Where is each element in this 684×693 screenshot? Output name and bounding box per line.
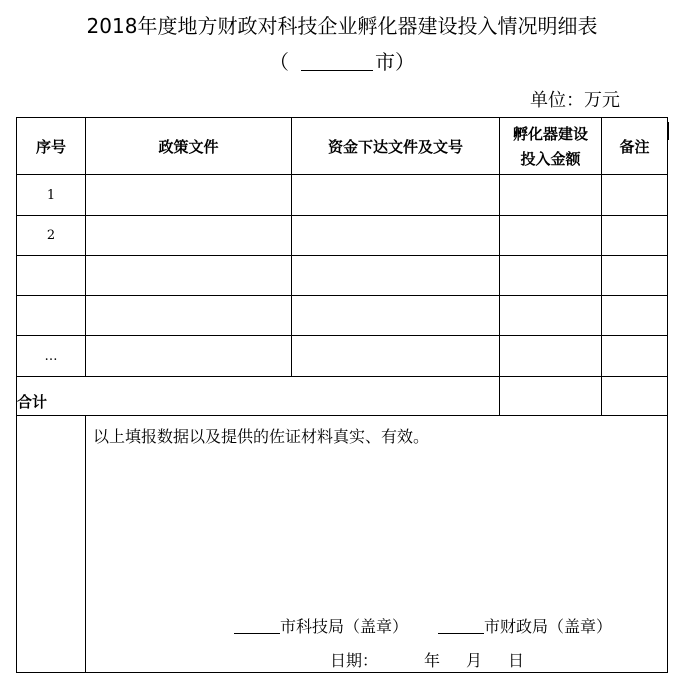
total-amount-cell[interactable] xyxy=(500,377,602,416)
row-index: … xyxy=(17,336,86,377)
table-row xyxy=(17,296,668,336)
declaration-cell xyxy=(86,416,668,673)
header-fund-doc: 资金下达文件及文号 xyxy=(292,118,500,175)
finance-bureau-seal: 市财政局（盖章） xyxy=(484,617,613,636)
table-row xyxy=(17,175,668,216)
unit-label: 单位：万元 xyxy=(530,90,620,111)
declaration-text: 以上填报数据以及提供的佐证材料真实、有效。 xyxy=(93,427,430,446)
amount-cell[interactable] xyxy=(500,216,602,256)
fund-doc-cell[interactable] xyxy=(292,296,500,336)
row-index: 1 xyxy=(17,175,86,216)
header-remark: 备注 xyxy=(602,118,668,175)
policy-cell[interactable] xyxy=(86,296,292,336)
row-index xyxy=(17,296,86,336)
city-suffix: 市 xyxy=(375,50,395,74)
date-label: 日期： xyxy=(330,651,379,670)
amount-cell[interactable] xyxy=(500,296,602,336)
tech-bureau-blank[interactable] xyxy=(234,617,280,634)
row-index: 2 xyxy=(17,216,86,256)
date-month: 月 xyxy=(466,651,483,670)
signature-row xyxy=(234,614,612,637)
amount-cell[interactable] xyxy=(500,336,602,377)
tech-bureau-seal: 市科技局（盖章） xyxy=(280,617,409,636)
header-amount-line1: 孵化器建设 xyxy=(512,125,588,143)
table-row xyxy=(17,216,668,256)
declaration-row xyxy=(17,416,668,673)
header-amount xyxy=(500,118,602,175)
amount-cell[interactable] xyxy=(500,256,602,296)
date-year: 年 xyxy=(424,651,441,670)
open-paren: （ xyxy=(269,50,289,74)
finance-bureau-blank[interactable] xyxy=(438,617,484,634)
table-row xyxy=(17,256,668,296)
policy-cell[interactable] xyxy=(86,175,292,216)
remark-cell[interactable] xyxy=(602,216,668,256)
remark-cell[interactable] xyxy=(602,175,668,216)
header-policy: 政策文件 xyxy=(86,118,292,175)
remark-cell[interactable] xyxy=(602,256,668,296)
remark-cell[interactable] xyxy=(602,296,668,336)
total-remark-cell[interactable] xyxy=(602,377,668,416)
policy-cell[interactable] xyxy=(86,216,292,256)
close-paren: ） xyxy=(395,50,415,74)
table-row xyxy=(17,336,668,377)
amount-cell[interactable] xyxy=(500,175,602,216)
detail-table xyxy=(16,117,668,673)
declaration-blank-cell xyxy=(17,416,86,673)
fund-doc-cell[interactable] xyxy=(292,216,500,256)
page-title: 2018年度地方财政对科技企业孵化器建设投入情况明细表 xyxy=(86,14,598,38)
header-amount-line2: 投入金额 xyxy=(520,150,581,168)
city-blank-field[interactable] xyxy=(301,52,373,71)
fund-doc-cell[interactable] xyxy=(292,256,500,296)
policy-cell[interactable] xyxy=(86,256,292,296)
header-row xyxy=(17,118,668,175)
remark-cell[interactable] xyxy=(602,336,668,377)
row-index xyxy=(17,256,86,296)
policy-cell[interactable] xyxy=(86,336,292,377)
total-row xyxy=(17,377,668,416)
date-day: 日 xyxy=(508,651,525,670)
fund-doc-cell[interactable] xyxy=(292,175,500,216)
date-row xyxy=(330,648,524,671)
fund-doc-cell[interactable] xyxy=(292,336,500,377)
city-line xyxy=(0,46,684,75)
header-index: 序号 xyxy=(17,118,86,175)
total-label: 合计 xyxy=(17,377,500,416)
